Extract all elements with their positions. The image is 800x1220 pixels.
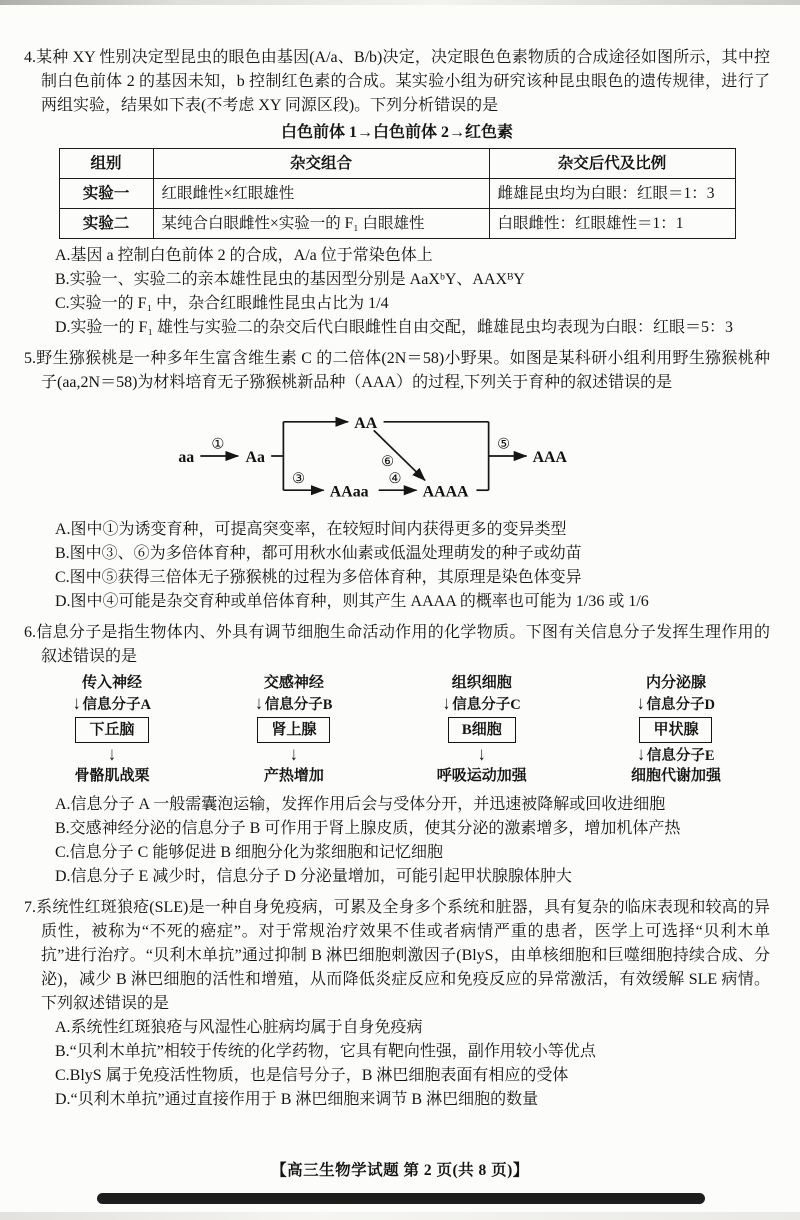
scan-artifact-bottom-bar (97, 1193, 705, 1204)
source-label: 传入神经 (81, 675, 142, 691)
signal-column-adrenal (255, 673, 332, 787)
table-cell-result: 雌雄昆虫均为白眼：红眼＝1：3 (489, 179, 735, 209)
table-cell-cross: 某纯合白眼雌性×实验一的 F₁ 白眼雄性 (153, 209, 489, 239)
target-box: 甲状腺 (639, 717, 712, 743)
node-AA: AA (354, 414, 378, 432)
target-box: B细胞 (448, 717, 516, 743)
down-arrow-icon: ↓ (477, 744, 486, 765)
source-label: 组织细胞 (451, 675, 512, 691)
molecule-label: 信息分子D (646, 696, 715, 713)
signal-column-hypothalamus (73, 673, 151, 787)
option-d: D.实验一的 F₁ 雄性与实验二的杂交后代白眼雌性自由交配，雌雄昆虫均表现为白眼：红眼＝5：3 (55, 319, 734, 336)
effect-label: 产热增加 (263, 768, 324, 784)
signal-column-bcell (437, 673, 527, 787)
molecule-label: 信息分子E (646, 747, 715, 764)
molecule-label: 信息分子C (452, 696, 521, 713)
question-stem: 6.信息分子是指生物体内、外具有调节细胞生命活动作用的化学物质。下图有关信息分子发挥生理作用的叙述错误的是 (24, 624, 770, 665)
pigment-pathway: 白色前体 1→白色前体 2→红色素 (280, 124, 513, 141)
table-header-cell: 组别 (59, 149, 153, 179)
source-label: 交感神经 (263, 675, 324, 691)
target-box: 肾上腺 (257, 717, 330, 743)
cross-table (59, 148, 736, 239)
scan-artifact-bottom-fade (0, 1212, 800, 1220)
scan-artifact-top (0, 0, 800, 5)
breeding-diagram (171, 397, 623, 515)
signal-molecule-diagram (73, 673, 721, 787)
page-footer: 【高三生物学试题 第 2 页(共 8 页)】 (271, 1162, 529, 1179)
effect-label: 呼吸运动加强 (436, 768, 527, 784)
table-row (59, 209, 735, 239)
option-c: C.图中⑤获得三倍体无子猕猴桃的过程为多倍体育种，其原理是染色体变异 (55, 569, 582, 586)
table-cell-cross: 红眼雌性×红眼雄性 (153, 179, 489, 209)
signal-column-thyroid (631, 673, 721, 787)
source-label: 内分泌腺 (645, 675, 706, 691)
option-c: C.实验一的 F₁ 中，杂合红眼雌性昆虫占比为 1/4 (55, 295, 389, 312)
question-stem: 4.某种 XY 性别决定型昆虫的眼色由基因(A/a、B/b)决定，决定眼色色素物质的合成途径如图所示，其中控制白色前体 2 的基因未知，b 控制红色素的合成。某实验小组为研究该种昆虫眼色的遗传规律，进行了两组实验，结果如下表(不考虑 XY 同源区段)。下列分析错误的是 (24, 49, 770, 114)
down-arrow-icon: ↓ (636, 693, 645, 714)
question-4 (24, 46, 770, 340)
step-6-label: ⑥ (381, 453, 395, 470)
down-arrow-icon: ↓ (73, 693, 81, 714)
down-arrow-icon: ↓ (442, 693, 451, 714)
option-c: C.信息分子 C 能够促进 B 细胞分化为浆细胞和记忆细胞 (55, 844, 444, 861)
down-arrow-icon: ↓ (108, 744, 116, 765)
table-cell-result: 白眼雌性：红眼雄性＝1：1 (489, 209, 735, 239)
option-b: B.“贝利木单抗”相较于传统的化学药物，它具有靶向性强，副作用较小等优点 (55, 1043, 596, 1060)
step-1-label: ① (211, 436, 225, 453)
option-a: A.信息分子 A 一般需囊泡运输，发挥作用后会与受体分开，并迅速被降解或回收进细胞 (55, 796, 666, 813)
table-cell-group: 实验一 (59, 179, 153, 209)
option-d: D.信息分子 E 减少时，信息分子 D 分泌量增加，可能引起甲状腺腺体肿大 (55, 868, 572, 885)
down-arrow-icon: ↓ (290, 744, 298, 765)
down-arrow-icon: ↓ (637, 744, 645, 765)
table-header-cell: 杂交组合 (153, 149, 489, 179)
option-d: D.图中④可能是杂交育种或单倍体育种，则其产生 AAAA 的概率也可能为 1/36 或 1/6 (55, 593, 649, 610)
table-cell-group: 实验二 (59, 209, 153, 239)
node-AAaa: AAaa (329, 483, 369, 501)
option-b: B.实验一、实验二的亲本雄性昆虫的基因型分别是 AaXᵇY、AAXᴮY (55, 271, 525, 288)
question-5 (24, 347, 770, 614)
table-header-row (59, 149, 735, 179)
effect-label: 细胞代谢加强 (630, 768, 721, 784)
node-Aa: Aa (245, 449, 265, 467)
table-row (59, 179, 735, 209)
step-3-label: ③ (291, 470, 306, 487)
table-header-cell: 杂交后代及比例 (489, 149, 735, 179)
molecule-label: 信息分子B (264, 696, 333, 713)
option-c: C.BlyS 属于免疫活性物质，也是信号分子，B 淋巴细胞表面有相应的受体 (55, 1067, 569, 1084)
node-aa: aa (178, 449, 195, 467)
down-arrow-icon: ↓ (255, 693, 263, 714)
option-a: A.基因 a 控制白色前体 2 的合成，A/a 位于常染色体上 (55, 247, 433, 264)
option-a: A.系统性红斑狼疮与风湿性心脏病均属于自身免疫病 (55, 1019, 423, 1036)
molecule-label: 信息分子A (82, 696, 151, 713)
node-AAA: AAA (532, 449, 568, 467)
question-stem: 7.系统性红斑狼疮(SLE)是一种自身免疫病，可累及全身多个系统和脏器，具有复杂的临床表现和较高的异质性，被称为“不死的癌症”。对于常规治疗效果不佳或者病情严重的患者，医学上可选择“贝利木单抗”进行治疗。“贝利木单抗”通过抑制 B 淋巴细胞刺激因子(BlyS，由单核细胞和巨噬细胞持续合成、分泌)，减少 B 淋巴细胞的活性和增殖，从而降低炎症反应和免疫反应的异常激活，有效缓解 SLE 病情。下列叙述错误的是 (24, 899, 770, 1012)
step-5-label: ⑤ (497, 436, 511, 453)
node-AAAA: AAAA (422, 483, 469, 501)
option-b: B.图中③、⑥为多倍体育种，都可用秋水仙素或低温处理萌发的种子或幼苗 (55, 545, 582, 562)
step-4-label: ④ (388, 470, 402, 487)
question-stem: 5.野生猕猴桃是一种多年生富含维生素 C 的二倍体(2N＝58)小野果。如图是某科研小组利用野生猕猴桃种子(aa,2N＝58)为材料培育无子猕猴桃新品种（AAA）的过程,下列关于育种的叙述错误的是 (24, 350, 770, 391)
question-6 (24, 621, 770, 889)
effect-label: 骨骼肌战栗 (74, 768, 150, 784)
option-b: B.交感神经分泌的信息分子 B 可作用于肾上腺皮质，使其分泌的激素增多，增加机体产热 (55, 820, 681, 837)
option-d: D.“贝利木单抗”通过直接作用于 B 淋巴细胞来调节 B 淋巴细胞的数量 (55, 1091, 539, 1108)
option-a: A.图中①为诱变育种，可提高突变率，在较短时间内获得更多的变异类型 (55, 521, 567, 538)
question-7 (24, 896, 770, 1112)
target-box: 下丘脑 (75, 717, 148, 743)
